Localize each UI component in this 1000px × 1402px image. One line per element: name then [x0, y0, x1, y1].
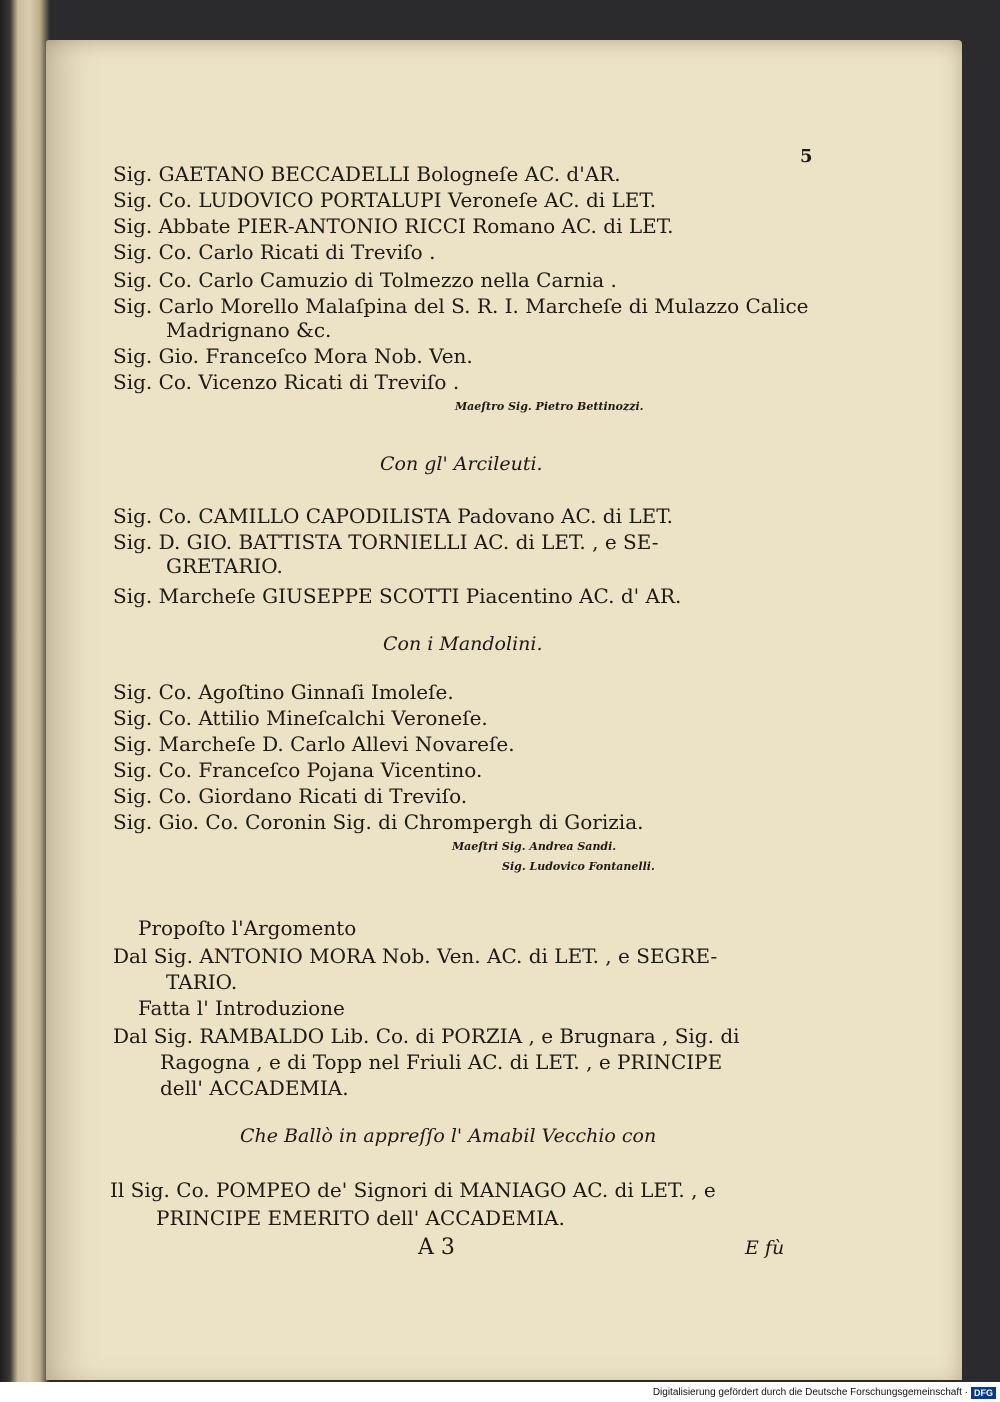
text-line: Sig. Marcheſe GIUSEPPE SCOTTI Piacentino AC. d' AR.	[113, 584, 682, 608]
text-line: Ragogna , e di Topp nel Friuli AC. di LET. , e PRINCIPE	[160, 1050, 723, 1074]
catchword: E fù	[745, 1237, 785, 1259]
text-line: Il Sig. Co. POMPEO de' Signori di MANIAGO AC. di LET. , e	[110, 1178, 716, 1202]
section-heading: Con gl' Arcileuti.	[380, 453, 543, 475]
book-spine-edge	[0, 0, 52, 1382]
text-line: Sig. Co. Vicenzo Ricati di Treviſo .	[113, 370, 460, 394]
text-line: GRETARIO.	[166, 554, 283, 578]
text-line: Sig. Co. Giordano Ricati di Treviſo.	[113, 784, 468, 808]
text-line: TARIO.	[166, 970, 238, 994]
page-number: 5	[800, 146, 813, 167]
text-line: Sig. Gio. Co. Coronin Sig. di Chrompergh di Gorizia.	[113, 810, 644, 834]
text-line: Fatta l' Introduzione	[138, 996, 345, 1020]
text-line: Sig. Co. Franceſco Pojana Vicentino.	[113, 758, 483, 782]
text-line: PRINCIPE EMERITO dell' ACCADEMIA.	[156, 1206, 565, 1230]
maestro-credit: Maeſtro Sig. Pietro Bettinozzi.	[455, 400, 644, 413]
section-heading: Che Ballò in appreſſo l' Amabil Vecchio con	[240, 1125, 657, 1147]
text-line: Sig. Co. CAMILLO CAPODILISTA Padovano AC. di LET.	[113, 504, 673, 528]
text-line: Sig. Carlo Morello Malaſpina del S. R. I. Marcheſe di Mulazzo Calice	[113, 294, 809, 318]
text-line: Madrignano &c.	[166, 318, 332, 342]
text-line: Sig. Abbate PIER-ANTONIO RICCI Romano AC. di LET.	[113, 214, 674, 238]
signature-mark: A 3	[418, 1235, 455, 1260]
text-line: Sig. Co. Carlo Camuzio di Tolmezzo nella Carnia .	[113, 268, 617, 292]
text-line: Dal Sig. RAMBALDO Lib. Co. di PORZIA , e Brugnara , Sig. di	[113, 1024, 740, 1048]
text-line: Sig. Marcheſe D. Carlo Allevi Novareſe.	[113, 732, 515, 756]
text-line: Sig. GAETANO BECCADELLI Bologneſe AC. d'AR.	[113, 162, 621, 186]
text-line: Sig. D. GIO. BATTISTA TORNIELLI AC. di LET. , e SE-	[113, 530, 659, 554]
section-heading: Con i Mandolini.	[383, 633, 543, 655]
maestri-credit: Maeſtri Sig. Andrea Sandi.	[452, 840, 617, 853]
text-line: Sig. Co. Attilio Mineſcalchi Veroneſe.	[113, 706, 488, 730]
maestri-credit: Sig. Ludovico Fontanelli.	[502, 860, 655, 873]
text-line: Dal Sig. ANTONIO MORA Nob. Ven. AC. di LET. , e SEGRE-	[113, 944, 718, 968]
text-line: Sig. Gio. Franceſco Mora Nob. Ven.	[113, 344, 473, 368]
text-line: Propoſto l'Argomento	[138, 916, 357, 940]
funding-footer	[560, 1386, 996, 1400]
text-line: Sig. Co. LUDOVICO PORTALUPI Veroneſe AC. di LET.	[113, 188, 657, 212]
footer-text: Digitalisierung gefördert durch die Deutsche Forschungsgemeinschaft ·	[652, 1387, 968, 1398]
dfg-logo: DFG	[971, 1387, 996, 1399]
text-line: dell' ACCADEMIA.	[160, 1076, 349, 1100]
text-line: Sig. Co. Agoſtino Ginnaſi Imoleſe.	[113, 680, 454, 704]
text-line: Sig. Co. Carlo Ricati di Treviſo .	[113, 240, 436, 264]
